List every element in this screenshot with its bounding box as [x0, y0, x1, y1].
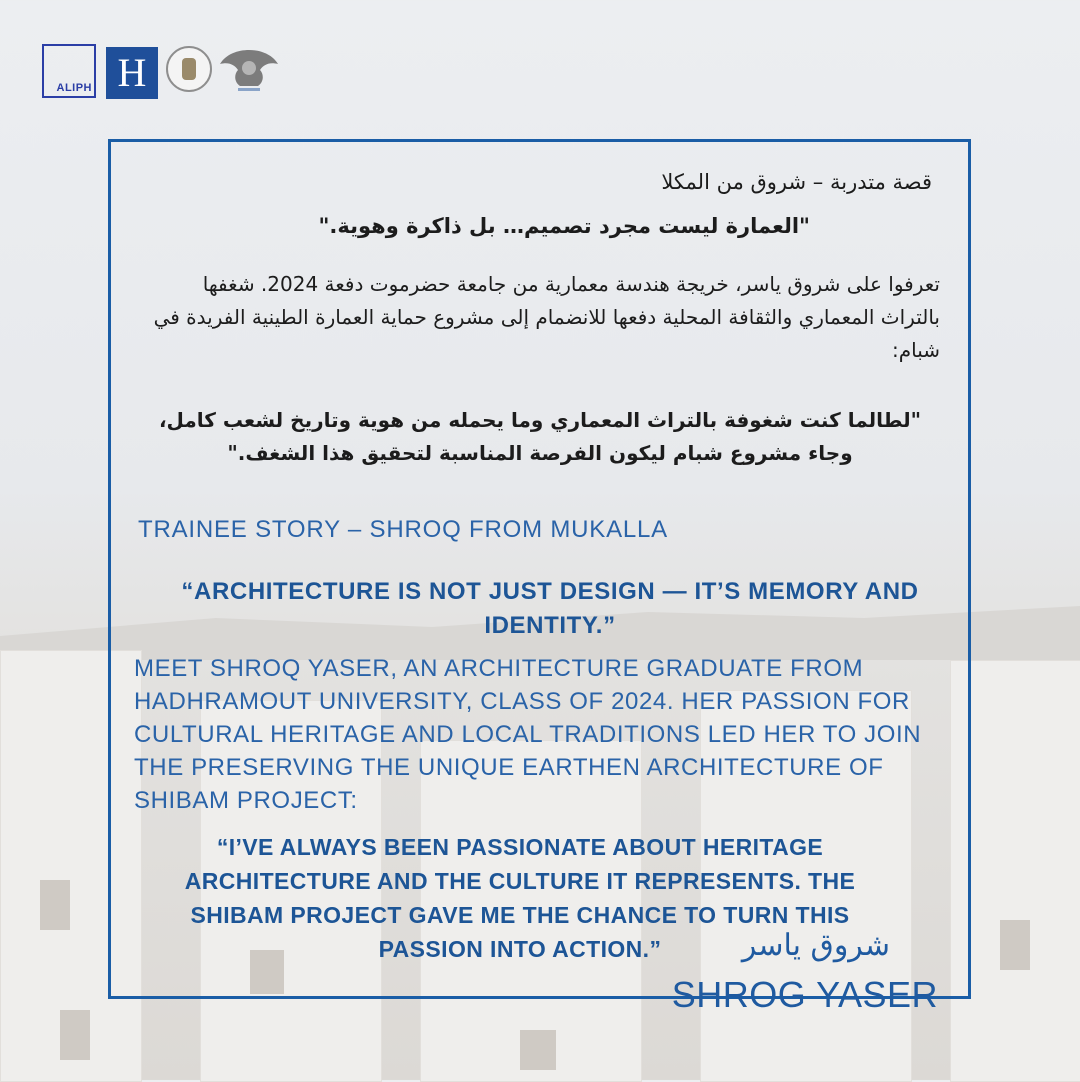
english-quote: “ARCHITECTURE IS NOT JUST DESIGN — IT’S MEMORY AND IDENTITY.” [181, 578, 919, 639]
aliph-logo [42, 44, 96, 98]
arabic-subtitle: قصة متدربة – شروق من المكلا [661, 170, 932, 194]
english-testimonial: “I’VE ALWAYS BEEN PASSIONATE ABOUT HERITAGE ARCHITECTURE AND THE CULTURE IT REPRESENTS. THE SHIBAM PROJECT GAVE ME THE CHANCE TO TURN THIS PASSION INTO ACTION.” [184, 834, 856, 962]
english-title: TRAINEE STORY – SHROQ FROM MUKALLA [138, 516, 668, 543]
arabic-quote: "العمارة ليست مجرد تصميم… بل ذاكرة وهوية." [318, 214, 810, 238]
aliph-logo-text: ALIPH [56, 82, 92, 94]
h-logo: H [106, 47, 158, 99]
arabic-testimonial: "لطالما كنت شغوفة بالتراث المعماري وما يحمله من هوية وتاريخ لشعب كامل، وجاء مشروع شبام ليكون الفرصة المناسبة لتحقيق هذا الشغف." [158, 408, 922, 465]
signature-arabic: شروق ياسر [741, 928, 890, 963]
foundation-seal-logo [166, 46, 212, 92]
arabic-body: تعرفوا على شروق ياسر، خريجة هندسة معمارية من جامعة حضرموت دفعة 2024. شغفها بالتراث المعماري والثقافة المحلية دفعها للانضمام إلى مشروع حماية العمارة الطينية الفريدة في شبام: [153, 272, 940, 362]
signature-english: SHROG YASER [671, 974, 938, 1015]
english-body: MEET SHROQ YASER, AN ARCHITECTURE GRADUATE FROM HADHRAMOUT UNIVERSITY, CLASS OF 2024. HER PASSION FOR CULTURAL HERITAGE AND LOCAL TRADITIONS LED HER TO JOIN THE PRESERVING THE UNIQUE EARTHEN ARCHITECTURE OF SHIBAM PROJECT: [134, 655, 922, 814]
yemen-eagle-emblem-logo [216, 44, 282, 94]
